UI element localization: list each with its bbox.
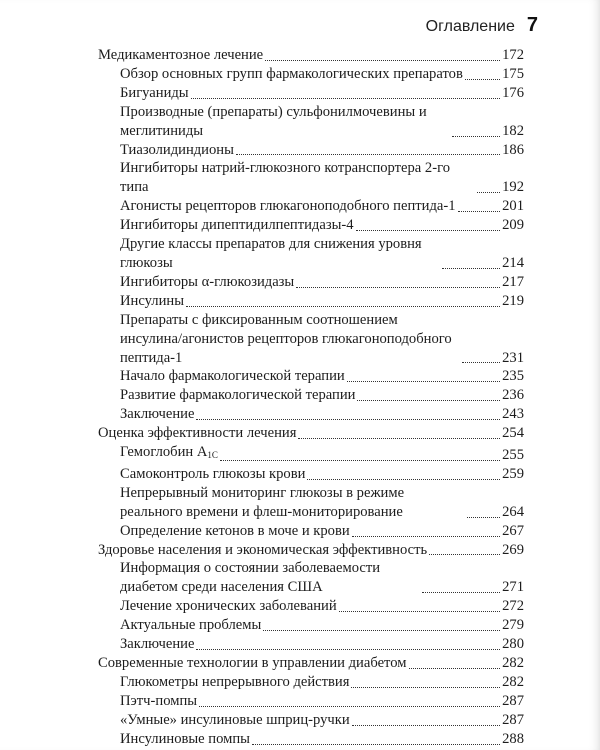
toc-entry-page: 269 xyxy=(502,541,524,558)
toc-entry[interactable] xyxy=(98,443,524,465)
toc-leader-dots xyxy=(307,479,500,480)
toc-leader-dots xyxy=(462,362,500,363)
toc-leader-dots xyxy=(477,192,500,193)
toc-leader-dots xyxy=(452,136,500,137)
toc-leader-dots xyxy=(356,230,501,231)
toc-leader-dots xyxy=(265,60,500,61)
toc-leader-dots xyxy=(347,381,500,382)
toc-entry-title: Современные технологии в управлении диабетом xyxy=(98,655,407,671)
toc-entry-page: 255 xyxy=(502,447,524,464)
toc-leader-dots xyxy=(196,419,500,420)
toc-entry[interactable] xyxy=(98,292,524,311)
toc-entry[interactable] xyxy=(98,673,524,692)
toc-leader-dots xyxy=(351,687,500,688)
toc-entry[interactable] xyxy=(98,597,524,616)
toc-entry-title: Другие классы препаратов для снижения уровня глюкозы xyxy=(120,236,422,271)
toc-entry[interactable] xyxy=(98,424,524,443)
table-of-contents xyxy=(98,46,524,749)
toc-entry-title: Пэтч-помпы xyxy=(120,692,198,709)
toc-entry[interactable] xyxy=(98,235,524,273)
toc-entry-title: Производные (препараты) сульфонилмочевины и меглитиниды xyxy=(120,103,427,139)
toc-leader-dots xyxy=(220,460,500,461)
toc-entry-page: 231 xyxy=(502,349,524,366)
toc-entry-page: 271 xyxy=(502,579,524,596)
toc-entry-title: Обзор основных групп фармакологических препаратов xyxy=(120,65,463,82)
toc-entry-page: 282 xyxy=(502,655,524,671)
toc-entry[interactable] xyxy=(98,654,524,673)
toc-entry-page: 219 xyxy=(502,292,524,309)
toc-entry-title: Оценка эффективности лечения xyxy=(98,425,297,442)
toc-entry-title: Глюкометры непрерывного действия xyxy=(120,673,350,690)
toc-entry-page: 243 xyxy=(502,406,524,423)
toc-entry-title-main: Гемоглобин A xyxy=(120,444,208,461)
toc-entry[interactable] xyxy=(98,159,524,197)
toc-leader-dots xyxy=(465,79,500,80)
toc-leader-dots xyxy=(252,744,500,745)
toc-entry-title: Актуальные проблемы xyxy=(120,617,262,634)
toc-entry-page: 214 xyxy=(502,254,524,271)
toc-leader-dots xyxy=(467,517,500,518)
toc-leader-dots xyxy=(263,630,500,631)
toc-entry-page: 279 xyxy=(502,617,524,634)
toc-entry-title: Здоровье населения и экономическая эффективность xyxy=(98,541,428,558)
toc-leader-dots xyxy=(296,287,500,288)
toc-entry[interactable] xyxy=(98,616,524,635)
toc-entry[interactable] xyxy=(98,386,524,405)
toc-entry[interactable] xyxy=(98,692,524,711)
toc-entry[interactable] xyxy=(98,367,524,386)
toc-leader-dots xyxy=(352,536,500,537)
toc-entry-page: 272 xyxy=(502,598,524,615)
toc-leader-dots xyxy=(458,211,501,212)
toc-leader-dots xyxy=(298,438,500,439)
toc-leader-dots xyxy=(236,154,500,155)
page-number: 7 xyxy=(526,14,538,36)
toc-entry-page: 209 xyxy=(502,217,524,234)
toc-entry-title: Бигуаниды xyxy=(120,84,189,101)
toc-entry-title: Непрерывный мониторинг глюкозы в режиме реального времени и флеш-мониторирование xyxy=(120,484,405,520)
toc-leader-dots xyxy=(352,725,500,726)
toc-leader-dots xyxy=(186,306,500,307)
toc-entry-page: 192 xyxy=(502,179,524,196)
toc-leader-dots xyxy=(422,592,500,593)
toc-entry-title-subscript: 1C xyxy=(207,450,218,461)
toc-entry[interactable] xyxy=(98,559,524,597)
toc-entry-page: 182 xyxy=(502,122,524,139)
toc-entry-title: Информация о состоянии заболеваемости диабетом среди населения США xyxy=(120,560,381,596)
toc-entry-title: «Умные» инсулиновые шприц-ручки xyxy=(120,711,350,728)
toc-entry-title: Агонисты рецепторов глюкагоноподобного пептида-1 xyxy=(120,198,456,215)
toc-entry-title: Заключение xyxy=(120,406,195,423)
toc-entry[interactable] xyxy=(98,711,524,730)
toc-entry[interactable] xyxy=(98,65,524,84)
toc-entry[interactable] xyxy=(98,730,524,749)
toc-entry-page: 280 xyxy=(502,636,524,653)
toc-entry-page: 254 xyxy=(502,425,524,442)
toc-entry-title: Инсулиновые помпы xyxy=(120,730,250,747)
toc-entry-page: 235 xyxy=(502,368,524,385)
toc-entry-title: Заключение xyxy=(120,636,195,653)
toc-entry[interactable] xyxy=(98,197,524,216)
toc-entry[interactable] xyxy=(98,103,524,141)
toc-entry-page: 186 xyxy=(502,141,524,158)
toc-entry-page: 264 xyxy=(502,503,524,520)
toc-entry-title: Ингибиторы натрий-глюкозного котранспортера 2-го типа xyxy=(120,160,451,196)
toc-entry-title: Лечение хронических заболеваний xyxy=(120,598,337,615)
toc-entry-page: 287 xyxy=(502,711,524,728)
toc-entry-page: 217 xyxy=(502,273,524,290)
toc-entry-title: Тиазолидиндионы xyxy=(120,141,234,158)
running-head xyxy=(426,14,538,37)
toc-entry-title: Ингибиторы α-глюкозидазы xyxy=(120,273,295,290)
toc-leader-dots xyxy=(429,554,500,555)
toc-leader-dots xyxy=(199,706,500,707)
toc-entry[interactable] xyxy=(98,311,524,368)
toc-entry-title: Инсулины xyxy=(120,292,184,309)
toc-leader-dots xyxy=(442,268,500,269)
toc-entry[interactable] xyxy=(98,541,524,560)
toc-entry-title: Начало фармакологической терапии xyxy=(120,368,345,385)
toc-entry-page: 175 xyxy=(502,65,524,82)
toc-entry[interactable] xyxy=(98,405,524,424)
toc-entry-title xyxy=(120,443,218,465)
toc-entry[interactable] xyxy=(98,465,524,484)
toc-entry-page: 259 xyxy=(502,465,524,482)
toc-leader-dots xyxy=(191,98,501,99)
toc-entry-page: 287 xyxy=(502,692,524,709)
toc-entry-page: 172 xyxy=(502,47,524,63)
toc-leader-dots xyxy=(409,668,501,669)
toc-entry[interactable] xyxy=(98,522,524,541)
toc-leader-dots xyxy=(339,611,500,612)
toc-entry-page: 267 xyxy=(502,522,524,539)
toc-entry[interactable] xyxy=(98,484,524,522)
running-head-title: Оглавление xyxy=(425,18,515,35)
toc-entry[interactable] xyxy=(98,273,524,292)
toc-leader-dots xyxy=(357,400,500,401)
toc-leader-dots xyxy=(196,649,500,650)
toc-entry-page: 288 xyxy=(502,730,524,747)
toc-entry-page: 236 xyxy=(502,387,524,404)
toc-entry-title: Определение кетонов в моче и крови xyxy=(120,522,350,539)
toc-entry-page: 176 xyxy=(502,84,524,101)
toc-entry-title: Ингибиторы дипептидилпептидазы-4 xyxy=(120,217,354,234)
toc-entry[interactable] xyxy=(98,141,524,160)
toc-entry-page: 201 xyxy=(502,198,524,215)
toc-entry-title: Медикаментозное лечение xyxy=(98,47,264,63)
toc-entry[interactable] xyxy=(98,46,524,65)
toc-entry[interactable] xyxy=(98,635,524,654)
toc-entry[interactable] xyxy=(98,84,524,103)
toc-entry[interactable] xyxy=(98,216,524,235)
toc-entry-title: Развитие фармакологической терапии xyxy=(120,387,356,404)
toc-entry-page: 282 xyxy=(502,673,524,690)
toc-entry-title: Препараты с фиксированным соотношением инсулина/агонистов рецепторов глюкагоноподобного пептида-1 xyxy=(120,311,452,366)
toc-entry-title: Самоконтроль глюкозы крови xyxy=(120,465,306,482)
